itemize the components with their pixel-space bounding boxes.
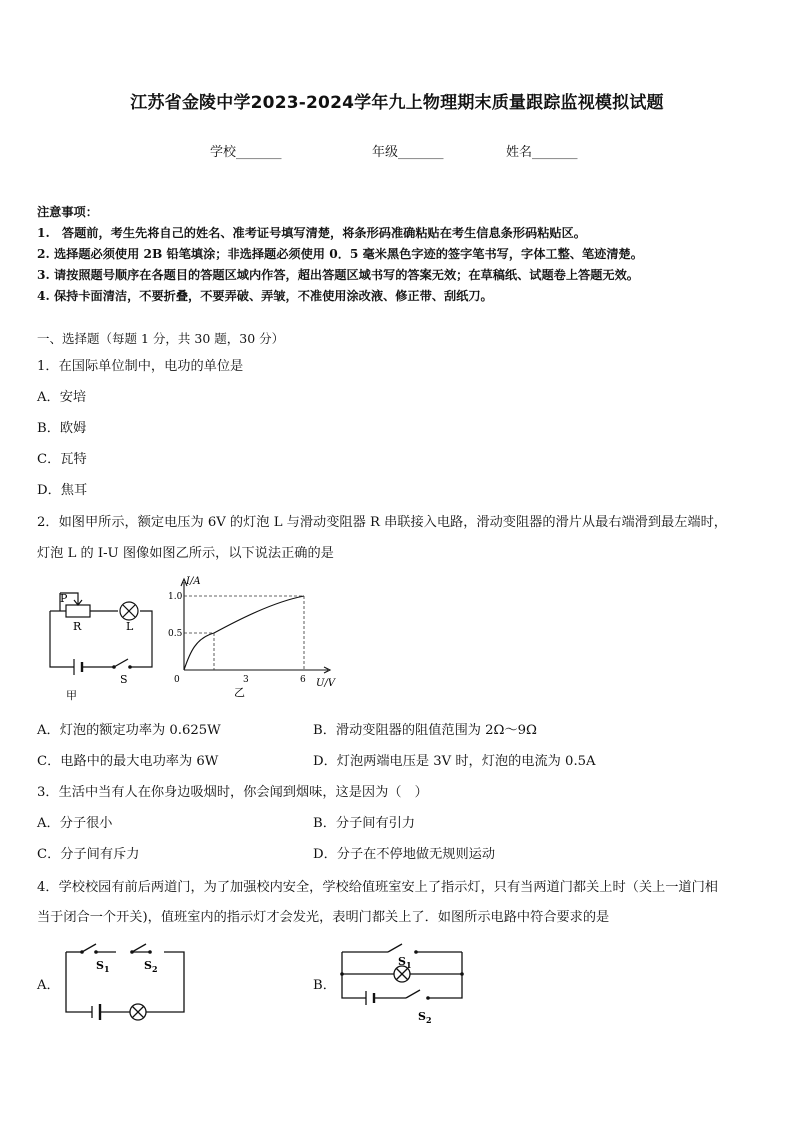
- q3-stem: 3．生活中当有人在你身边吸烟时，你会闻到烟味，这是因为（ ）: [37, 785, 428, 800]
- q4-stem-line2: 当于闭合一个开关)，值班室内的指示灯才会发光，表明门都关上了．如图所示电路中符合要求的是: [37, 910, 610, 925]
- caption-yi: 乙: [234, 686, 245, 699]
- label-l: L: [126, 620, 134, 633]
- figure-iu-graph-yi: [168, 572, 348, 702]
- notice-item: 1. 答题前，考生先将自己的姓名、准考证号填写清楚，将条形码准确粘贴在考生信息条形码粘贴区。: [37, 226, 586, 240]
- q2-option-b[interactable]: B．滑动变阻器的阻值范围为 2Ω～9Ω: [313, 723, 537, 738]
- q1-option-d[interactable]: D．焦耳: [37, 483, 88, 498]
- x-tick: 3: [243, 675, 249, 685]
- notice-item: 2. 选择题必须使用 2B 铅笔填涂；非选择题必须使用 0．5 毫米黑色字迹的签字笔书写，字体工整、笔迹清楚。: [37, 247, 643, 261]
- q1-option-a[interactable]: A．安培: [37, 390, 87, 405]
- q4-option-a-label[interactable]: A．: [37, 978, 60, 993]
- y-tick: 1.0: [168, 592, 183, 602]
- notice-item: 3. 请按照题号顺序在各题目的答题区域内作答，超出答题区域书写的答案无效；在草稿纸、试题卷上答题无效。: [37, 268, 639, 282]
- notice-heading: 注意事项：: [37, 205, 98, 219]
- svg-text:1: 1: [104, 964, 110, 974]
- section-heading: 一、选择题（每题 1 分，共 30 题，30 分）: [37, 331, 285, 346]
- q4-stem-line1: 4．学校校园有前后两道门，为了加强校内安全，学校给值班室安上了指示灯，只有当两道门都关上时（关上一道门相: [37, 880, 718, 895]
- q2-option-d[interactable]: D．灯泡两端电压是 3V 时，灯泡的电流为 0.5A: [313, 754, 596, 769]
- q2-stem-line1: 2．如图甲所示，额定电压为 6V 的灯泡 L 与滑动变阻器 R 串联接入电路，滑动变阻器的滑片从最右端滑到最左端时，: [37, 515, 727, 530]
- q3-option-b[interactable]: B．分子间有引力: [313, 816, 416, 831]
- label-s2: S: [418, 1010, 426, 1023]
- q1-stem: 1．在国际单位制中，电功的单位是: [37, 359, 244, 374]
- label-s1: S: [96, 959, 104, 972]
- x-tick: 6: [300, 675, 306, 685]
- q3-option-c[interactable]: C．分子间有斥力: [37, 847, 140, 862]
- page-title: 江苏省金陵中学2023-2024学年九上物理期末质量跟踪监视模拟试题: [130, 93, 664, 113]
- figure-circuit-jia: [40, 585, 170, 703]
- svg-text:2: 2: [426, 1015, 432, 1025]
- q2-option-c[interactable]: C．电路中的最大电功率为 6W: [37, 754, 219, 769]
- q2-option-a[interactable]: A．灯泡的额定功率为 0.625W: [37, 723, 221, 738]
- school-field[interactable]: 学校_______: [210, 145, 282, 160]
- x-axis-label: U/V: [316, 678, 336, 689]
- caption-jia: 甲: [66, 689, 77, 702]
- notice-item: 4. 保持卡面清洁，不要折叠，不要弄破、弄皱，不准使用涂改液、修正带、刮纸刀。: [37, 289, 493, 303]
- label-s: S: [120, 673, 128, 686]
- x-tick: 0: [174, 675, 180, 685]
- q1-option-b[interactable]: B．欧姆: [37, 421, 87, 436]
- y-axis-label: I/A: [186, 576, 201, 587]
- grade-field[interactable]: 年级_______: [372, 145, 444, 160]
- label-s2: S: [144, 959, 152, 972]
- q4-option-b-label[interactable]: B．: [313, 978, 336, 993]
- q3-option-a[interactable]: A．分子很小: [37, 816, 113, 831]
- svg-text:1: 1: [406, 960, 412, 970]
- label-r: R: [73, 620, 82, 633]
- svg-text:2: 2: [152, 964, 158, 974]
- q3-option-d[interactable]: D．分子在不停地做无规则运动: [313, 847, 496, 862]
- q2-stem-line2: 灯泡 L 的 I-U 图像如图乙所示，以下说法正确的是: [37, 546, 334, 561]
- q4-circuit-a[interactable]: [60, 938, 190, 1028]
- q1-option-c[interactable]: C．瓦特: [37, 452, 87, 467]
- label-p: P: [60, 592, 68, 605]
- y-tick: 0.5: [168, 629, 183, 639]
- label-s1: S: [398, 955, 406, 968]
- q4-circuit-b[interactable]: [336, 938, 466, 1028]
- name-field[interactable]: 姓名_______: [506, 145, 578, 160]
